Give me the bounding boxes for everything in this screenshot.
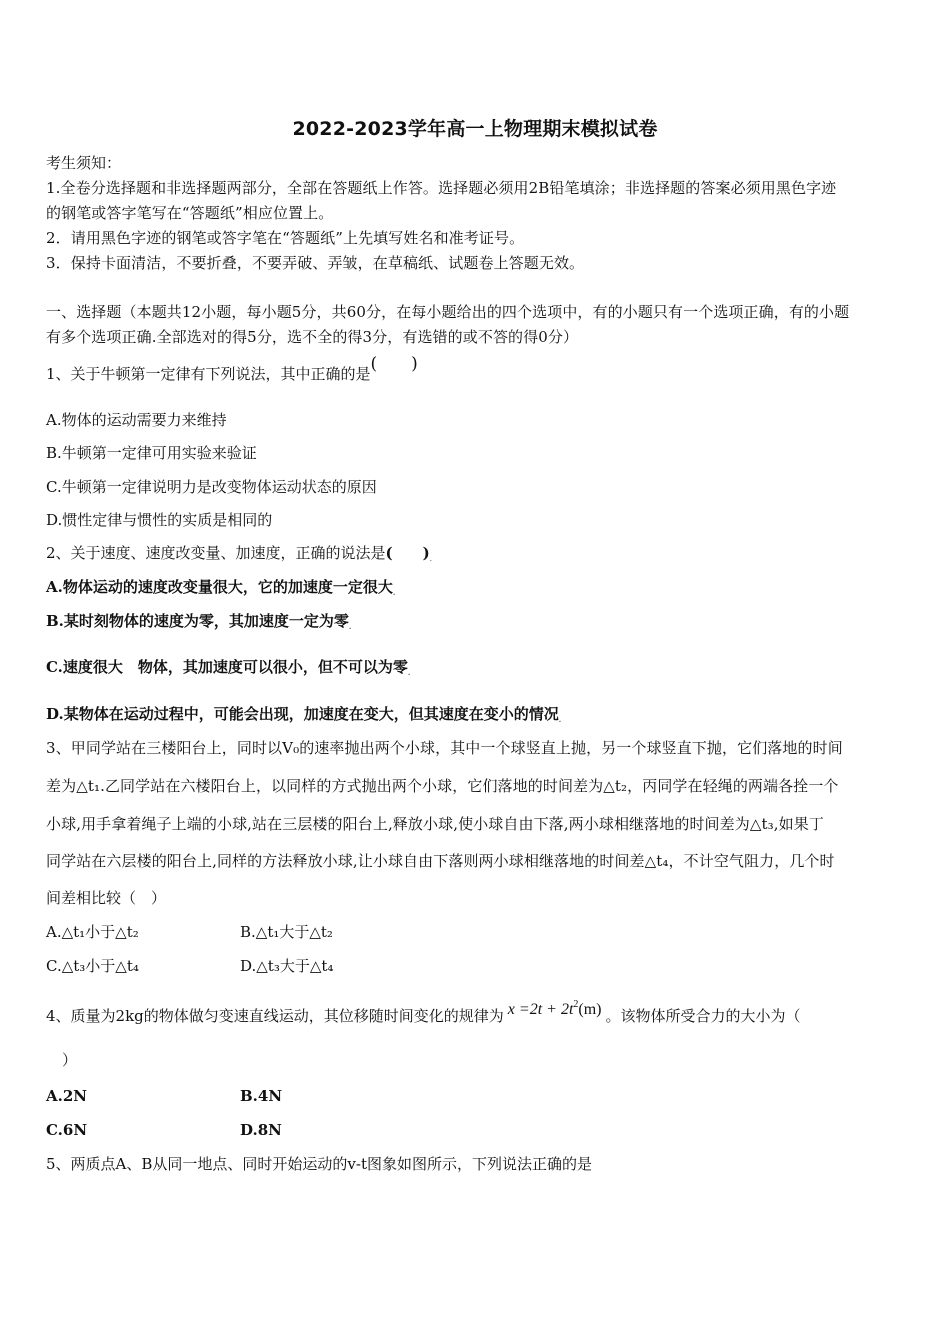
q1-option-d: D.惯性定律与惯性的实质是相同的 [46,511,273,529]
notice-heading: 考生须知： [46,154,122,172]
q3-option-c: C.△t₃小于△t₄ [46,957,139,975]
page-title: 2022-2023学年高一上物理期末模拟试卷 [292,118,658,140]
q4-formula: $x =2t + 2t^2(m)$ [507,999,602,1018]
notice-item-2: 2．请用黑色字迹的钢笔或答字笔在“答题纸”上先填写姓名和准考证号。 [46,229,525,247]
q3-line-2: 差为△t₁.乙同学站在六楼阳台上，以同样的方式抛出两个小球，它们落地的时间差为△t₂，丙同学在轻绳的两端各拴一个 [46,777,839,795]
q4-options-row-1 [46,1086,906,1106]
q3-option-b: B.△t₁大于△t₂ [240,923,333,941]
q1-stem-text: 1、关于牛顿第一定律有下列说法，其中正确的是 [46,365,371,383]
q2-stem [46,543,432,569]
q2-mark: . [429,555,432,563]
q3-option-a: A.△t₁小于△t₂ [46,923,139,941]
q4-stem-text-a: 4、质量为2kg的物体做匀变速直线运动，其位移随时间变化的规律为 [46,1007,504,1025]
q3-line-5: 间差相比较（ ） [46,889,167,907]
q1-answer-paren: ( ) [370,354,418,374]
q3-line-4: 同学站在六层楼的阳台上,同样的方法释放小球,让小球自由下落则两小球相继落地的时间差△t₄，不计空气阻力，几个时 [46,852,835,870]
q2-option-a: A.物体运动的速度改变量很大，它的加速度一定很大$_.$ [46,578,396,597]
q3-options-row-1 [46,922,906,942]
q1-option-b: B.牛顿第一定律可用实验来验证 [46,444,257,462]
q4-option-a: A.2N [46,1087,88,1105]
q3-line-3: 小球,用手拿着绳子上端的小球,站在三层楼的阳台上,释放小球,使小球自由下落,两小球相继落地的时间差为△t₃,如果丁 [46,815,824,833]
q4-stem-text-b: 。该物体所受合力的大小为（ [605,1007,801,1025]
q3-line-1: 3、甲同学站在三楼阳台上，同时以V₀的速率抛出两个小球，其中一个球竖直上抛，另一个球竖直下抛，它们落地的时间 [46,739,843,757]
q2-option-c: C.速度很大 物体，其加速度可以很小，但不可以为零$_.$ [46,658,411,677]
q1-option-c: C.牛顿第一定律说明力是改变物体运动状态的原因 [46,478,377,496]
q3-option-d: D.△t₃大于△t₄ [240,957,334,975]
q3-options-row-2 [46,956,906,976]
q4-options-row-2 [46,1120,906,1140]
q2-stem-text: 2、关于速度、速度改变量、加速度，正确的说法是 [46,544,386,562]
notice-item-1-cont: 的钢笔或答字笔写在“答题纸”相应位置上。 [46,204,334,222]
section-instructions-1: 一、选择题（本题共12小题，每小题5分，共60分，在每小题给出的四个选项中，有的小题只有一个选项正确，有的小题 [46,303,850,321]
q4-option-b: B.4N [240,1087,283,1105]
q2-option-b: B.某时刻物体的速度为零，其加速度一定为零$_.$ [46,612,352,631]
q2-option-d: D.某物体在运动过程中，可能会出现，加速度在变大，但其速度在变小的情况$_.$ [46,705,562,724]
q5-stem: 5、两质点A、B从同一地点、同时开始运动的v-t图象如图所示，下列说法正确的是 [46,1155,592,1173]
q4-option-c: C.6N [46,1121,88,1139]
q1-option-a: A.物体的运动需要力来维持 [46,411,227,429]
q4-option-d: D.8N [240,1121,282,1139]
q4-close-paren: ） [62,1051,78,1069]
notice-item-1: 1.全卷分选择题和非选择题两部分，全部在答题纸上作答。选择题必须用2B铅笔填涂；非选择题的答案必须用黑色字迹 [46,179,837,197]
notice-item-3: 3．保持卡面清洁，不要折叠，不要弄破、弄皱，在草稿纸、试题卷上答题无效。 [46,254,585,272]
q1-stem [46,354,418,384]
section-instructions-2: 有多个选项正确.全部选对的得5分，选不全的得3分，有选错的或不答的得0分） [46,328,579,346]
q2-answer-paren: ( ) [385,544,430,562]
q4-stem [46,999,801,1027]
